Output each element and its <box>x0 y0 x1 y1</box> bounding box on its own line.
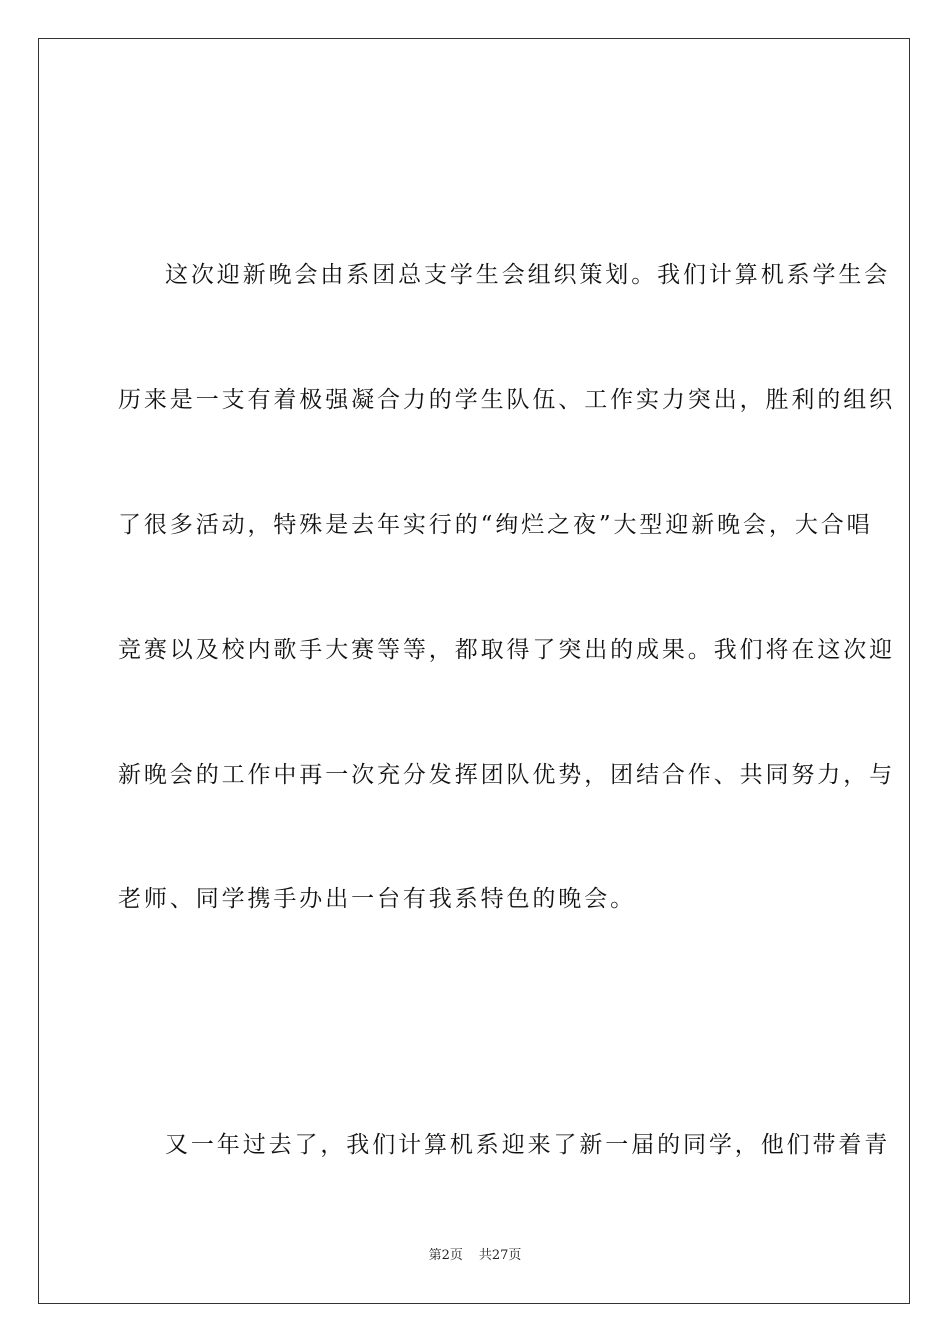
page-number: 第2页 <box>428 1248 463 1263</box>
text-line: 竞赛以及校内歌手大赛等等，都取得了突出的成果。我们将在这次迎 <box>118 637 895 663</box>
page-total: 共27页 <box>478 1248 522 1263</box>
text-line: 老师、同学携手办出一台有我系特色的晚会。 <box>118 886 636 912</box>
text-line: 历来是一支有着极强凝合力的学生队伍、工作实力突出，胜利的组织 <box>118 387 895 413</box>
text-line: 新晚会的工作中再一次充分发挥团队优势，团结合作、共同努力，与 <box>118 762 895 788</box>
page-footer <box>0 1247 950 1265</box>
text-line: 了很多活动，特殊是去年实行的“绚烂之夜”大型迎新晚会，大合唱 <box>118 512 873 538</box>
text-line: 又一年过去了，我们计算机系迎来了新一届的同学，他们带着青 <box>165 1132 891 1158</box>
text-line: 这次迎新晚会由系团总支学生会组织策划。我们计算机系学生会 <box>165 262 891 288</box>
page-border <box>38 38 910 1304</box>
